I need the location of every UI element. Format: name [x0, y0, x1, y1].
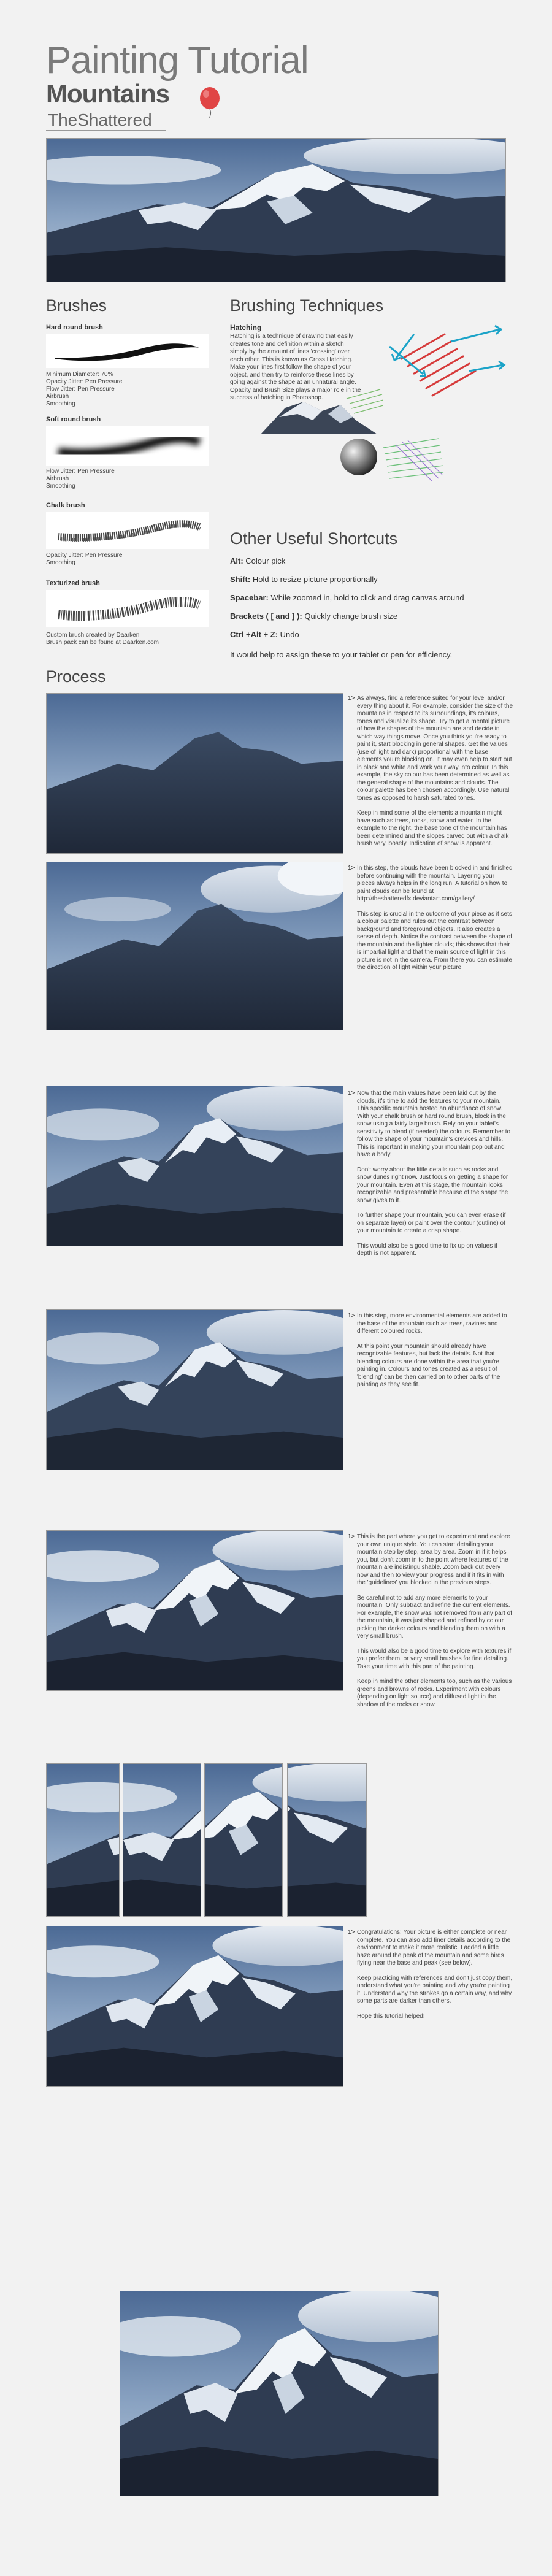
- process-painting-step-4: [46, 1309, 343, 1470]
- brush-desc-texturized: [46, 632, 212, 646]
- shortcuts-note: It would help to assign these to your tablet or pen for efficiency.: [230, 650, 453, 659]
- step-bullet-6: 1>: [348, 1929, 355, 1936]
- hatching-line: Make your lines first follow the shape of your: [230, 364, 351, 370]
- step-paragraph: To further shape your mountain, you can even erase (if on separate layer) or paint over the contour (outline) of your mountain to create a crisp shape.: [357, 1212, 506, 1234]
- step-text-3: [357, 1090, 513, 1265]
- step-text-2: [357, 865, 513, 979]
- shortcut-desc: Undo: [278, 630, 299, 639]
- shortcuts-title: Other Useful Shortcuts: [230, 529, 398, 548]
- brush-sample-chalk: [46, 512, 209, 549]
- step-paragraph: Keep practicing with references and don't just copy them, understand what you're painting and why you're painting it. Understand why the strokes go a certain way, and why some parts are darker than others.: [357, 1974, 513, 2004]
- brush-sample-soft-round: [46, 426, 209, 466]
- step-paragraph: In this step, more environmental elements are added to the base of the mountain such as trees, ravines and different coloured rocks.: [357, 1313, 507, 1335]
- desc-line: Flow Jitter: Pen Pressure: [46, 386, 115, 393]
- step-bullet-5: 1>: [348, 1533, 355, 1540]
- header-underline: [46, 130, 166, 131]
- hatching-line: each other. This is known as Cross Hatching.: [230, 356, 353, 363]
- brush-name-texturized: Texturized brush: [46, 580, 100, 587]
- step-paragraph: Be careful not to add any more elements to your mountain. Only subtract and refine the current elements. For example, the snow was not removed from any part of the mountain, it was just shaped and refined by colour picking the darker colours and blending them on with a very small brush.: [357, 1594, 512, 1639]
- detail-crop-1: [46, 1763, 120, 1917]
- detail-crop-4: [287, 1763, 367, 1917]
- hatching-line: creates tone and definition within a sketch: [230, 340, 344, 348]
- hatching-line: Hatching is a technique of drawing that easily: [230, 333, 353, 340]
- hatching-sphere-sample: [334, 429, 445, 491]
- step-paragraph: This would also be a good time to explore with textures if you prefer them, or very small brushes for fine detailing. Take your time with this part of the painting.: [357, 1647, 512, 1670]
- desc-line: Smoothing: [46, 401, 75, 407]
- process-painting-step-2: [46, 862, 343, 1030]
- brush-desc-hard-round: [46, 371, 212, 408]
- hero-painting: [46, 138, 506, 282]
- shortcut-key: Shift:: [230, 575, 251, 584]
- brush-sample-texturized: [46, 590, 209, 627]
- desc-line: Opacity Jitter: Pen Pressure: [46, 378, 123, 385]
- shortcut-key: Alt:: [230, 556, 243, 565]
- step-bullet-4: 1>: [348, 1313, 355, 1319]
- step-text-6: [357, 1929, 513, 2028]
- process-painting-step-1: [46, 693, 343, 854]
- step-paragraph: Don't worry about the little details such as rocks and snow dunes right now. Just focus on getting a shape for your mountain. Even at this stage, the mountain looks recognizable and presentable because of the shape the snow gives to it.: [357, 1166, 508, 1204]
- author-name: TheShattered: [48, 110, 152, 129]
- hatching-title: Hatching: [230, 323, 262, 332]
- step-text-5: [357, 1533, 513, 1716]
- shortcut-spacebar: [230, 593, 518, 602]
- step-bullet-1: 1>: [348, 695, 355, 702]
- page-subtitle: Mountains: [46, 79, 169, 108]
- desc-line: Flow Jitter: Pen Pressure: [46, 468, 115, 475]
- hatching-line: object, and then try to reinforce these lines by: [230, 371, 354, 378]
- step-paragraph: At this point your mountain should already have recognizable features, but lack the details. Not that blending colours are done within the area that you're painting in. Colours and tones created as a result of 'blending' can be then carried on to other parts of the painting as they see fit.: [357, 1343, 500, 1388]
- brush-name-soft-round: Soft round brush: [46, 416, 101, 423]
- shortcut-key: Ctrl +Alt + Z:: [230, 630, 278, 639]
- step-paragraph: Hope this tutorial helped!: [357, 2012, 425, 2020]
- step-paragraph: Keep in mind some of the elements a mountain might have such as trees, rocks, snow and water. In the example to the right, the base tone of the mountain has been determined and the slopes carved out with a chalk brush very loosely. Indication of snow is apparent.: [357, 810, 509, 847]
- desc-line: Smoothing: [46, 483, 75, 489]
- shortcut-desc: Quickly change brush size: [302, 611, 398, 621]
- brush-desc-soft-round: [46, 468, 212, 490]
- desc-line: Airbrush: [46, 393, 69, 400]
- hatching-line: going against the shape at an unnatural angle.: [230, 379, 356, 386]
- detail-crop-2: [123, 1763, 201, 1917]
- brushes-title: Brushes: [46, 296, 107, 315]
- hatching-line: success of hatching in Photoshop.: [230, 394, 323, 401]
- final-painting: [120, 2291, 439, 2496]
- step-paragraph: Keep in mind the other elements too, such as the various greens and browns of rocks. Experiment with colours (depending on light source) and diffused light in the shadow of the rocks or snow.: [357, 1678, 512, 1708]
- page-title: Painting Tutorial: [46, 39, 309, 82]
- desc-line: Custom brush created by Daarken: [46, 632, 140, 638]
- brush-name-hard-round: Hard round brush: [46, 324, 103, 331]
- step-paragraph: This step is crucial in the outcome of your piece as it sets a colour palette and rules out the contrast between background and foreground objects. It also creates a sense of depth. Notice the contrast between the shape of the mountain and the lighter clouds; this shows that their is impartial light and that the main source of light in this picture is not in the camera. From there you can estimate the direction of light within your picture.: [357, 910, 512, 971]
- shortcut-shift: [230, 575, 518, 584]
- step-text-4: [357, 1313, 513, 1397]
- shortcut-desc: Hold to resize picture proportionally: [250, 575, 378, 584]
- step-bullet-3: 1>: [348, 1090, 355, 1097]
- desc-line: Opacity Jitter: Pen Pressure: [46, 552, 123, 559]
- process-title: Process: [46, 667, 106, 686]
- process-painting-step-6: [46, 1926, 343, 2087]
- desc-line: Minimum Diameter: 70%: [46, 371, 113, 378]
- step-paragraph: This would also be a good time to fix up on values if depth is not apparent.: [357, 1242, 498, 1257]
- shortcut-desc: Colour pick: [243, 556, 286, 565]
- step-text-1: [357, 695, 513, 856]
- shortcut-key: Spacebar:: [230, 593, 269, 602]
- detail-crop-3: [204, 1763, 283, 1917]
- step-paragraph: This is the part where you get to experiment and explore your own unique style. You can start detailing your mountain step by step, area by area. Zoom in if it helps you, but don't zoom in to the point where features of the mountain are indistinguishable. Zoom back out every now and then to view your progress and if it fits in with the 'guidelines' you blocked in the previous steps.: [357, 1533, 510, 1586]
- shortcut-undo: [230, 630, 518, 639]
- step-paragraph: Now that the main values have been laid out by the clouds, it's time to add the features to your mountain. This specific mountain hosted an abundance of snow. With your chalk brush or hard round brush, block in the snow using a fairly large brush. Rely on your tablet's sensitivity to blend (if needed) the colours. Remember to follow the shape of your mountain's crevices and hills. This is important in making your mountain pop out and have a body.: [357, 1090, 511, 1158]
- brush-desc-chalk: [46, 552, 212, 567]
- shortcut-desc: While zoomed in, hold to click and drag canvas around: [268, 593, 464, 602]
- hatching-line: simply by the amount of lines 'crossing' over: [230, 348, 350, 355]
- step-paragraph: Congratulations! Your picture is either complete or near complete. You can also add finer details according to the environment to make it more realistic. I added a little haze around the peak of the mountain and some birds flying near the base and peak (see below).: [357, 1929, 511, 1966]
- step-paragraph: In this step, the clouds have been blocked in and finished before continuing with the mountain. Layering your pieces always helps in the long run. A tutorial on how to paint clouds can be found at http://theshatteredfx.deviantart.com/gallery/: [357, 865, 513, 902]
- techniques-title: Brushing Techniques: [230, 296, 384, 315]
- shortcut-brackets: [230, 611, 518, 621]
- desc-line: Brush pack can be found at Daarken.com: [46, 639, 159, 646]
- process-painting-step-5: [46, 1530, 343, 1691]
- balloon-icon: [196, 85, 227, 121]
- shortcut-key: Brackets ( [ and ] ):: [230, 611, 302, 621]
- brush-name-chalk: Chalk brush: [46, 502, 85, 509]
- process-painting-step-3: [46, 1086, 343, 1246]
- hatching-line: Opacity and Brush Size plays a major role in the: [230, 386, 361, 394]
- hatching-diagram: [377, 322, 512, 420]
- desc-line: Smoothing: [46, 559, 75, 566]
- shortcut-alt: [230, 556, 518, 565]
- brush-sample-hard-round: [46, 334, 209, 368]
- step-bullet-2: 1>: [348, 865, 355, 872]
- step-paragraph: As always, find a reference suited for your level and/or every thing about it. For example, consider the size of the mountains in respect to its surroundings, it's colours, tones and visualize its shape. Try to get a mental picture of how the shapes of the mountain are and decide in which way things move. Once you think you're ready to paint it, start blocking in general shapes. Get the values (use of light and dark) proportional with the base elements you're blocking on. It may even help to start out in black and white and work your way into colour. In this example, the sky colour has been determined as well as the general shape of the mountains and clouds. The colour palette has been chosen accordingly. Use natural tones as opposed to harsh saturated tones.: [357, 695, 513, 802]
- desc-line: Airbrush: [46, 475, 69, 482]
